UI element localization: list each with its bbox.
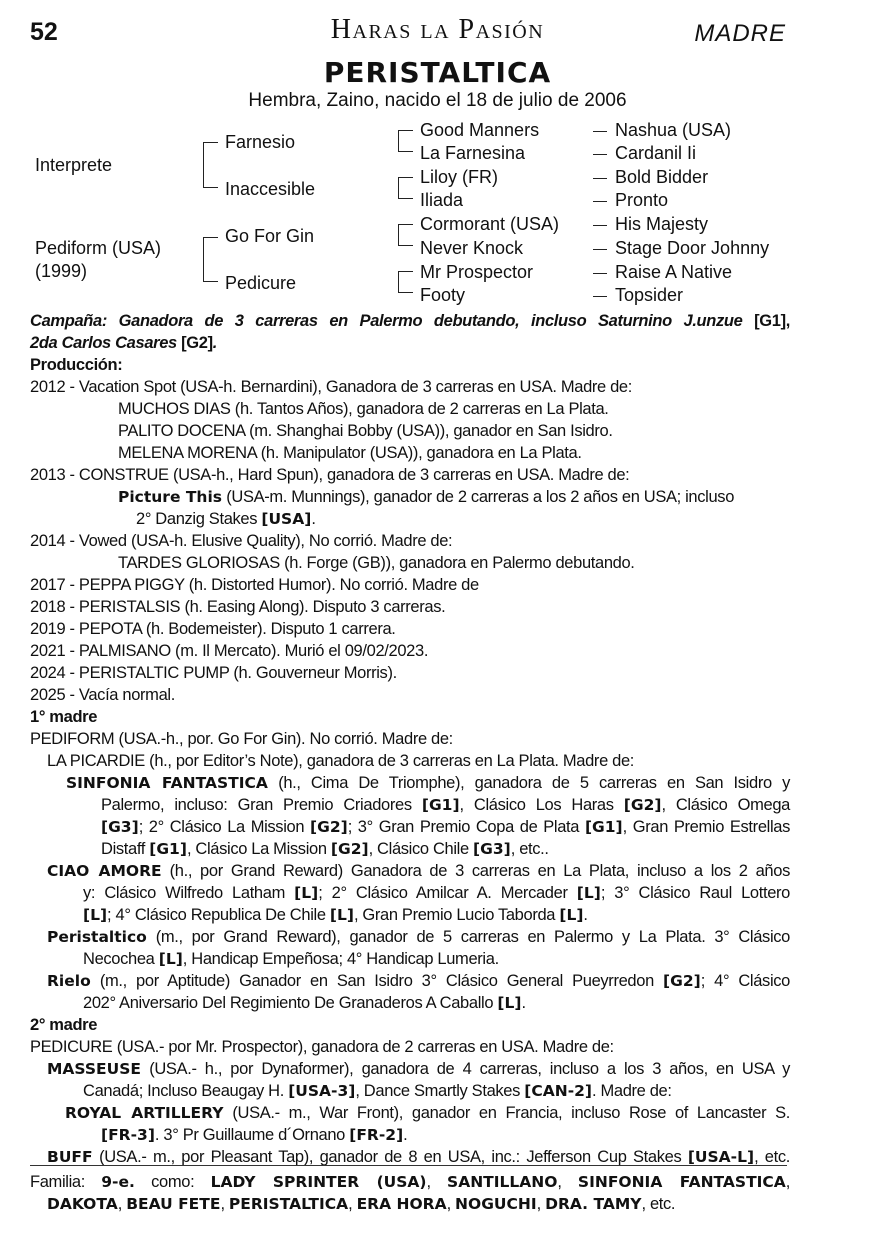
pedigree-bracket	[203, 142, 204, 188]
pedigree-bracket	[398, 224, 399, 246]
offspring-entry: Rielo (m., por Aptitude) Ganador en San Isidro 3° Clásico General Pueyrredon [G2]; 4° Clásico	[47, 972, 790, 990]
pedigree-dash	[593, 154, 607, 155]
offspring-entry: Distaff [G1], Clásico La Mission [G2], Clásico Chile [G3], etc..	[101, 840, 549, 858]
offspring-entry: CIAO AMORE (h., por Grand Reward) Ganadora de 3 carreras en La Plata, incluso a los 2 años	[47, 862, 790, 880]
offspring-entry: PALITO DOCENA (m. Shanghai Bobby (USA)), ganador en San Isidro.	[118, 422, 613, 440]
production-entry: 2017 - PEPPA PIGGY (h. Distorted Humor). No corrió. Madre de	[30, 576, 479, 594]
horse-description: Hembra, Zaino, nacido el 18 de julio de 2006	[248, 90, 627, 111]
pedigree-g4-item: Topsider	[615, 285, 684, 305]
production-heading: Producción:	[30, 356, 123, 374]
production-entry: 2021 - PALMISANO (m. Il Mercato). Murió el 09/02/2023.	[30, 642, 429, 660]
first-dam-heading: 1° madre	[30, 708, 98, 726]
pedigree-dam-year: (1999)	[35, 261, 88, 281]
offspring-entry: SINFONIA FANTASTICA (h., Cima De Triomphe), ganadora de 5 carreras en San Isidro y	[66, 774, 790, 792]
offspring-entry: [L]; 4° Clásico Republica De Chile [L], Gran Premio Lucio Taborda [L].	[83, 906, 588, 924]
pedigree-dash	[593, 249, 607, 250]
pedigree-sire: Interprete	[35, 155, 113, 175]
pedigree-dash	[593, 296, 607, 297]
family-line: Familia: 9-e. como: LADY SPRINTER (USA), SANTILLANO, SINFONIA FANTASTICA,	[30, 1173, 791, 1191]
pedigree-bracket	[398, 130, 399, 152]
offspring-entry: Picture This (USA-m. Munnings), ganador de 2 carreras a los 2 años en USA; incluso	[118, 488, 735, 506]
pedigree-g4-item: His Majesty	[615, 214, 709, 234]
pedigree-g2-item: Go For Gin	[225, 226, 315, 246]
pedigree-g3-item: Footy	[420, 285, 466, 305]
pedigree-dash	[593, 225, 607, 226]
offspring-entry: MELENA MORENA (h. Manipulator (USA)), ganadora en La Plata.	[118, 444, 582, 462]
second-dam-heading: 2° madre	[30, 1016, 98, 1034]
offspring-entry: Necochea [L], Handicap Empeñosa; 4° Handicap Lumeria.	[83, 950, 499, 968]
family-line: DAKOTA, BEAU FETE, PERISTALTICA, ERA HORA, NOGUCHI, DRA. TAMY, etc.	[47, 1195, 676, 1213]
pedigree-dash	[593, 178, 607, 179]
pedigree-g4-item: Bold Bidder	[615, 167, 709, 187]
campaign-line: Campaña: Ganadora de 3 carreras en Palermo debutando, incluso Saturnino J.unzue [G1],	[30, 312, 790, 330]
production-entry: 2018 - PERISTALSIS (h. Easing Along). Disputo 3 carreras.	[30, 598, 446, 616]
pedigree-dam: Pediform (USA)	[35, 238, 162, 258]
horse-name: PERISTALTICA	[323, 56, 552, 89]
pedigree-bracket	[398, 271, 399, 293]
pedigree-bracket	[203, 237, 204, 282]
pedigree-g3-item: Liloy (FR)	[420, 167, 499, 187]
production-entry: 2019 - PEPOTA (h. Bodemeister). Disputo 1 carrera.	[30, 620, 396, 638]
offspring-entry: TARDES GLORIOSAS (h. Forge (GB)), ganadora en Palermo debutando.	[118, 554, 635, 572]
production-entry: 2025 - Vacía normal.	[30, 686, 175, 704]
pedigree-dash	[593, 131, 607, 132]
production-entry: 2014 - Vowed (USA-h. Elusive Quality), No corrió. Madre de:	[30, 532, 453, 550]
pedigree-g4-item: Stage Door Johnny	[615, 238, 770, 258]
pedigree-g4-item: Nashua (USA)	[615, 120, 732, 140]
production-entry: 2024 - PERISTALTIC PUMP (h. Gouverneur Morris).	[30, 664, 397, 682]
document-body	[30, 310, 790, 1215]
pedigree-bracket	[398, 177, 399, 199]
pedigree-g4-item: Cardanil Ii	[615, 143, 697, 163]
offspring-entry: 2° Danzig Stakes [USA].	[136, 510, 316, 528]
pedigree-g3-item: Never Knock	[420, 238, 524, 258]
second-dam-intro: PEDICURE (USA.- por Mr. Prospector), ganadora de 2 carreras en USA. Madre de:	[30, 1038, 614, 1056]
offspring-entry: ROYAL ARTILLERY (USA.- m., War Front), ganador en Francia, incluso Rose of Lancaster S.	[65, 1104, 791, 1122]
offspring-entry: Canadá; Incluso Beaugay H. [USA-3], Dance Smartly Stakes [CAN-2]. Madre de:	[83, 1082, 672, 1100]
production-entry: 2012 - Vacation Spot (USA-h. Bernardini), Ganadora de 3 carreras en USA. Madre de:	[30, 378, 632, 396]
offspring-entry: Palermo, incluso: Gran Premio Criadores [G1], Clásico Los Haras [G2], Clásico Omega	[101, 796, 790, 814]
offspring-entry: LA PICARDIE (h., por Editor’s Note), ganadora de 3 carreras en La Plata. Madre de:	[47, 752, 635, 770]
offspring-entry: MUCHOS DIAS (h. Tantos Años), ganadora de 2 carreras en La Plata.	[118, 400, 609, 418]
offspring-entry: Peristaltico (m., por Grand Reward), ganador de 5 carreras en Palermo y La Plata. 3° Clásico	[47, 928, 790, 946]
page-number: 52	[30, 18, 58, 46]
pedigree-g3-item: La Farnesina	[420, 143, 526, 163]
production-entry: 2013 - CONSTRUE (USA-h., Hard Spun), ganadora de 3 carreras en USA. Madre de:	[30, 466, 630, 484]
pedigree-g3-item: Good Manners	[420, 120, 540, 140]
pedigree-dash	[593, 201, 607, 202]
pedigree-g2-item: Inaccesible	[225, 179, 316, 199]
first-dam-intro: PEDIFORM (USA.-h., por. Go For Gin). No corrió. Madre de:	[30, 730, 453, 748]
family-divider	[30, 1165, 787, 1166]
pedigree-g4-item: Pronto	[615, 190, 669, 210]
pedigree-g4-item: Raise A Native	[615, 262, 733, 282]
pedigree-g3-item: Iliada	[420, 190, 464, 210]
offspring-entry: BUFF (USA.- m., por Pleasant Tap), ganador de 8 en USA, inc.: Jefferson Cup Stakes [USA-L], etc.	[47, 1148, 790, 1166]
page-title: Haras la Pasión	[330, 14, 545, 45]
pedigree-g2-item: Farnesio	[225, 132, 296, 152]
campaign-line: 2da Carlos Casares [G2].	[30, 334, 217, 352]
pedigree-g2-item: Pedicure	[225, 273, 297, 293]
offspring-entry: MASSEUSE (USA.- h., por Dynaformer), ganadora de 4 carreras, incluso a los 3 años, en USA y	[47, 1060, 790, 1078]
pedigree-dash	[593, 273, 607, 274]
page-role-label: MADRE	[694, 20, 786, 47]
pedigree-g3-item: Mr Prospector	[420, 262, 534, 282]
offspring-entry: 202° Aniversario Del Regimiento De Granaderos A Caballo [L].	[83, 994, 526, 1012]
offspring-entry: [FR-3]. 3° Pr Guillaume d´Ornano [FR-2].	[101, 1126, 408, 1144]
pedigree-g3-item: Cormorant (USA)	[420, 214, 560, 234]
offspring-entry: [G3]; 2° Clásico La Mission [G2]; 3° Gran Premio Copa de Plata [G1], Gran Premio Estrellas	[101, 818, 790, 836]
offspring-entry: y: Clásico Wilfredo Latham [L]; 2° Clásico Amilcar A. Mercader [L]; 3° Clásico Raul Lottero	[83, 884, 790, 902]
